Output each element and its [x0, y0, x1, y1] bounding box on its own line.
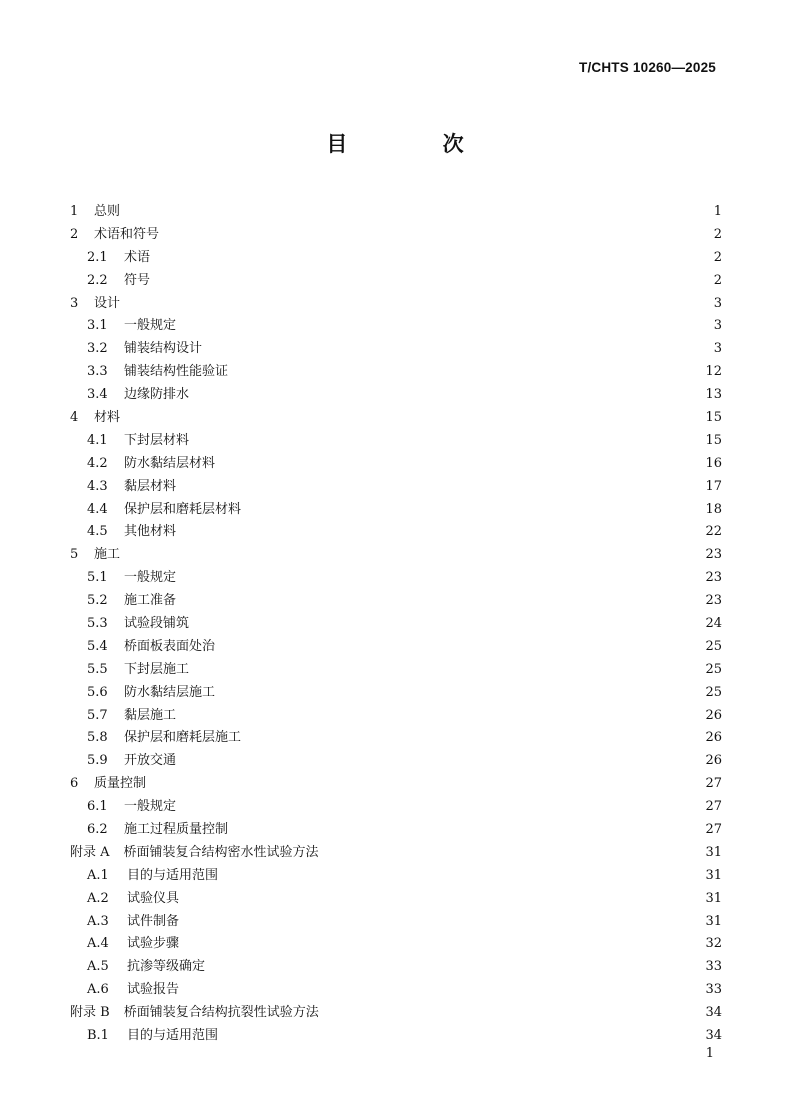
toc-entry-page: 31: [705, 890, 722, 906]
dot-leader: [236, 824, 699, 834]
toc-entry-page: 25: [705, 684, 722, 700]
toc-entry-title: 目的与适用范围: [127, 867, 219, 883]
dot-leader: [128, 298, 704, 308]
toc-entry-page: 26: [705, 753, 722, 769]
toc-entry-title: 质量控制: [94, 776, 147, 792]
toc-entry[interactable]: [70, 520, 722, 543]
toc-entry-page: 1: [713, 203, 722, 219]
dot-leader: [223, 641, 699, 651]
dot-leader: [187, 985, 699, 995]
toc-entry-title: 施工过程质量控制: [124, 821, 229, 837]
toc-entry-page: 32: [705, 936, 722, 952]
toc-entry-number: 5.6: [87, 684, 108, 700]
toc-entry[interactable]: [70, 1001, 722, 1024]
toc-entry[interactable]: [70, 429, 722, 452]
dot-leader: [197, 664, 699, 674]
toc-entry-title: 施工准备: [124, 593, 177, 609]
toc-entry-page: 33: [705, 982, 722, 998]
dot-leader: [184, 481, 699, 491]
dot-leader: [187, 916, 699, 926]
toc-entry-title: 试件制备: [127, 913, 180, 929]
dot-leader: [223, 687, 699, 697]
toc-entry-number: 5.3: [87, 615, 108, 631]
toc-entry-page: 31: [705, 867, 722, 883]
toc-entry-page: 34: [705, 1005, 722, 1021]
toc-entry-number: A.4: [87, 936, 109, 952]
toc-entry-number: 6.2: [87, 821, 108, 837]
toc-entry[interactable]: [70, 566, 722, 589]
toc-entry[interactable]: [70, 314, 722, 337]
toc-entry-number: 5.8: [87, 730, 108, 746]
toc-entry[interactable]: [70, 498, 722, 521]
toc-entry-number: 附录 B: [70, 1005, 110, 1021]
dot-leader: [223, 458, 699, 468]
toc-entry-title: 试验报告: [127, 982, 180, 998]
dot-leader: [158, 252, 704, 262]
toc-entry-number: 5.2: [87, 593, 108, 609]
toc-entry-title: 铺装结构性能验证: [124, 364, 229, 380]
toc-entry-title: 黏层材料: [124, 478, 177, 494]
dot-leader: [226, 870, 699, 880]
toc-entry-number: 5.4: [87, 638, 108, 654]
toc-entry[interactable]: [70, 589, 722, 612]
toc-entry-page: 3: [713, 341, 722, 357]
dot-leader: [327, 1008, 700, 1018]
page-title: 目 次: [326, 131, 508, 156]
toc-entry-page: 2: [713, 249, 722, 265]
dot-leader: [167, 229, 704, 239]
toc-entry-title: 桥面铺装复合结构抗裂性试验方法: [123, 1005, 319, 1021]
toc-entry-number: 4.5: [87, 524, 108, 540]
dot-leader: [184, 802, 699, 812]
toc-entry-title: 试验仪具: [127, 890, 180, 906]
toc-entry-title: 铺装结构设计: [124, 341, 203, 357]
toc-entry[interactable]: [70, 383, 722, 406]
toc-entry-title: 桥面铺装复合结构密水性试验方法: [123, 844, 319, 860]
toc-entry-number: 6: [70, 776, 79, 792]
toc-entry-title: 保护层和磨耗层材料: [124, 501, 242, 517]
toc-entry-page: 24: [705, 615, 722, 631]
dot-leader: [128, 550, 699, 560]
toc-entry-title: 目的与适用范围: [127, 1028, 219, 1043]
toc-entry-number: 3.2: [87, 341, 108, 357]
toc-entry-number: A.3: [87, 913, 109, 929]
dot-leader: [197, 435, 699, 445]
toc-entry-page: 31: [705, 913, 722, 929]
toc-entry[interactable]: [70, 864, 722, 887]
page-number: 1: [705, 1046, 714, 1061]
toc-entry-number: 2.1: [87, 249, 108, 265]
toc-entry[interactable]: [70, 818, 722, 841]
toc-entry-title: 下封层施工: [124, 661, 190, 677]
toc-entry-title: 一般规定: [124, 799, 177, 815]
toc-entry-title: 桥面板表面处治: [124, 638, 216, 654]
toc-entry-title: 总则: [94, 203, 121, 219]
dot-leader: [184, 321, 704, 331]
toc-entry-number: A.6: [87, 982, 109, 998]
toc-entry-number: 4: [70, 409, 79, 425]
dot-leader: [158, 275, 704, 285]
toc-entry-title: 其他材料: [124, 524, 177, 540]
toc-entry[interactable]: [70, 978, 722, 1001]
toc-entry-number: 1: [70, 203, 79, 219]
dot-leader: [210, 344, 704, 354]
toc-entry[interactable]: [70, 475, 722, 498]
toc-entry[interactable]: [70, 910, 722, 933]
dot-leader: [197, 390, 699, 400]
toc-entry[interactable]: [70, 749, 722, 772]
toc-entry-number: 2.2: [87, 272, 108, 288]
toc-entry-page: 34: [705, 1028, 722, 1043]
toc-entry-title: 下封层材料: [124, 432, 190, 448]
toc-entry-title: 开放交通: [124, 753, 177, 769]
toc-entry-title: 符号: [124, 272, 151, 288]
toc-entry[interactable]: [70, 406, 722, 429]
toc-entry-title: 防水黏结层材料: [124, 455, 216, 471]
toc-entry-number: 3: [70, 295, 79, 311]
toc-entry-number: 5.7: [87, 707, 108, 723]
toc-entry[interactable]: [70, 223, 722, 246]
toc-entry-page: 15: [705, 432, 722, 448]
toc-entry-page: 33: [705, 959, 722, 975]
toc-entry-page: 25: [705, 661, 722, 677]
dot-leader: [184, 573, 699, 583]
toc-entry-page: 23: [705, 547, 722, 563]
toc-entry-title: 保护层和磨耗层施工: [124, 730, 242, 746]
toc-entry-page: 23: [705, 570, 722, 586]
toc-entry[interactable]: [70, 246, 722, 269]
toc-entry[interactable]: [70, 269, 722, 292]
toc-entry-page: 22: [705, 524, 722, 540]
toc-entry-number: A.1: [87, 867, 109, 883]
toc-entry-number: 5.1: [87, 570, 108, 586]
toc-entry-number: 5: [70, 547, 79, 563]
toc-entry[interactable]: [70, 704, 722, 727]
toc-entry-page: 31: [705, 844, 722, 860]
toc-entry[interactable]: [70, 360, 722, 383]
toc-entry-title: 试验段铺筑: [124, 615, 190, 631]
toc-entry-title: 术语: [124, 249, 151, 265]
toc-entry-number: 3.4: [87, 387, 108, 403]
toc-entry-number: 6.1: [87, 799, 108, 815]
dot-leader: [197, 618, 699, 628]
dot-leader: [236, 367, 699, 377]
dot-leader: [249, 504, 699, 514]
toc-entry-page: 25: [705, 638, 722, 654]
toc-entry[interactable]: [70, 795, 722, 818]
toc-entry-page: 27: [705, 799, 722, 815]
toc-entry-number: A.5: [87, 959, 109, 975]
toc-entry-page: 16: [705, 455, 722, 471]
toc-entry[interactable]: [70, 635, 722, 658]
toc-entry-page: 18: [705, 501, 722, 517]
dot-leader: [249, 733, 699, 743]
toc-entry-number: 4.4: [87, 501, 108, 517]
table-of-contents: [70, 200, 722, 1047]
toc-entry[interactable]: [70, 292, 722, 315]
toc-entry-title: 材料: [94, 409, 121, 425]
toc-entry-title: 黏层施工: [124, 707, 177, 723]
toc-entry-number: 3.3: [87, 364, 108, 380]
toc-entry-page: 3: [713, 295, 722, 311]
toc-entry-number: 4.3: [87, 478, 108, 494]
toc-entry-page: 17: [705, 478, 722, 494]
toc-entry-title: 施工: [94, 547, 121, 563]
toc-entry-page: 3: [713, 318, 722, 334]
toc-entry-page: 2: [713, 272, 722, 288]
toc-entry-number: 5.9: [87, 753, 108, 769]
dot-leader: [184, 710, 699, 720]
dot-leader: [184, 527, 699, 537]
toc-entry-page: 27: [705, 776, 722, 792]
toc-entry[interactable]: [70, 1024, 722, 1047]
toc-entry-page: 2: [713, 226, 722, 242]
dot-leader: [213, 962, 699, 972]
toc-entry-page: 26: [705, 730, 722, 746]
toc-entry-title: 一般规定: [124, 318, 177, 334]
dot-leader: [128, 412, 699, 422]
toc-entry[interactable]: [70, 955, 722, 978]
dot-leader: [184, 596, 699, 606]
toc-entry-title: 设计: [94, 295, 121, 311]
standard-code: T/CHTS 10260—2025: [579, 60, 716, 75]
dot-leader: [187, 939, 699, 949]
toc-entry-page: 12: [705, 364, 722, 380]
toc-entry[interactable]: [70, 337, 722, 360]
toc-entry[interactable]: [70, 452, 722, 475]
toc-entry-number: 附录 A: [70, 844, 110, 860]
toc-entry-page: 15: [705, 409, 722, 425]
toc-entry[interactable]: [70, 726, 722, 749]
toc-entry[interactable]: [70, 658, 722, 681]
toc-entry-page: 27: [705, 821, 722, 837]
toc-entry-page: 26: [705, 707, 722, 723]
toc-entry-title: 试验步骤: [127, 936, 180, 952]
toc-entry-title: 边缘防排水: [124, 387, 190, 403]
toc-entry[interactable]: [70, 612, 722, 635]
toc-entry[interactable]: [70, 887, 722, 910]
toc-entry[interactable]: [70, 200, 722, 223]
toc-entry-number: 5.5: [87, 661, 108, 677]
toc-entry-number: 2: [70, 226, 79, 242]
toc-entry[interactable]: [70, 543, 722, 566]
toc-entry-page: 13: [705, 387, 722, 403]
toc-entry-title: 术语和符号: [94, 226, 160, 242]
toc-entry-page: 23: [705, 593, 722, 609]
dot-leader: [226, 1031, 699, 1041]
toc-entry-number: 3.1: [87, 318, 108, 334]
toc-entry-number: B.1: [87, 1028, 109, 1043]
toc-entry-title: 抗渗等级确定: [127, 959, 206, 975]
toc-entry[interactable]: [70, 841, 722, 864]
dot-leader: [154, 779, 699, 789]
toc-entry[interactable]: [70, 772, 722, 795]
dot-leader: [128, 206, 704, 216]
toc-entry[interactable]: [70, 933, 722, 956]
dot-leader: [187, 893, 699, 903]
toc-entry-number: 4.1: [87, 432, 108, 448]
toc-entry[interactable]: [70, 681, 722, 704]
toc-entry-number: 4.2: [87, 455, 108, 471]
toc-entry-number: A.2: [87, 890, 109, 906]
toc-entry-title: 一般规定: [124, 570, 177, 586]
dot-leader: [327, 847, 700, 857]
toc-entry-title: 防水黏结层施工: [124, 684, 216, 700]
dot-leader: [184, 756, 699, 766]
